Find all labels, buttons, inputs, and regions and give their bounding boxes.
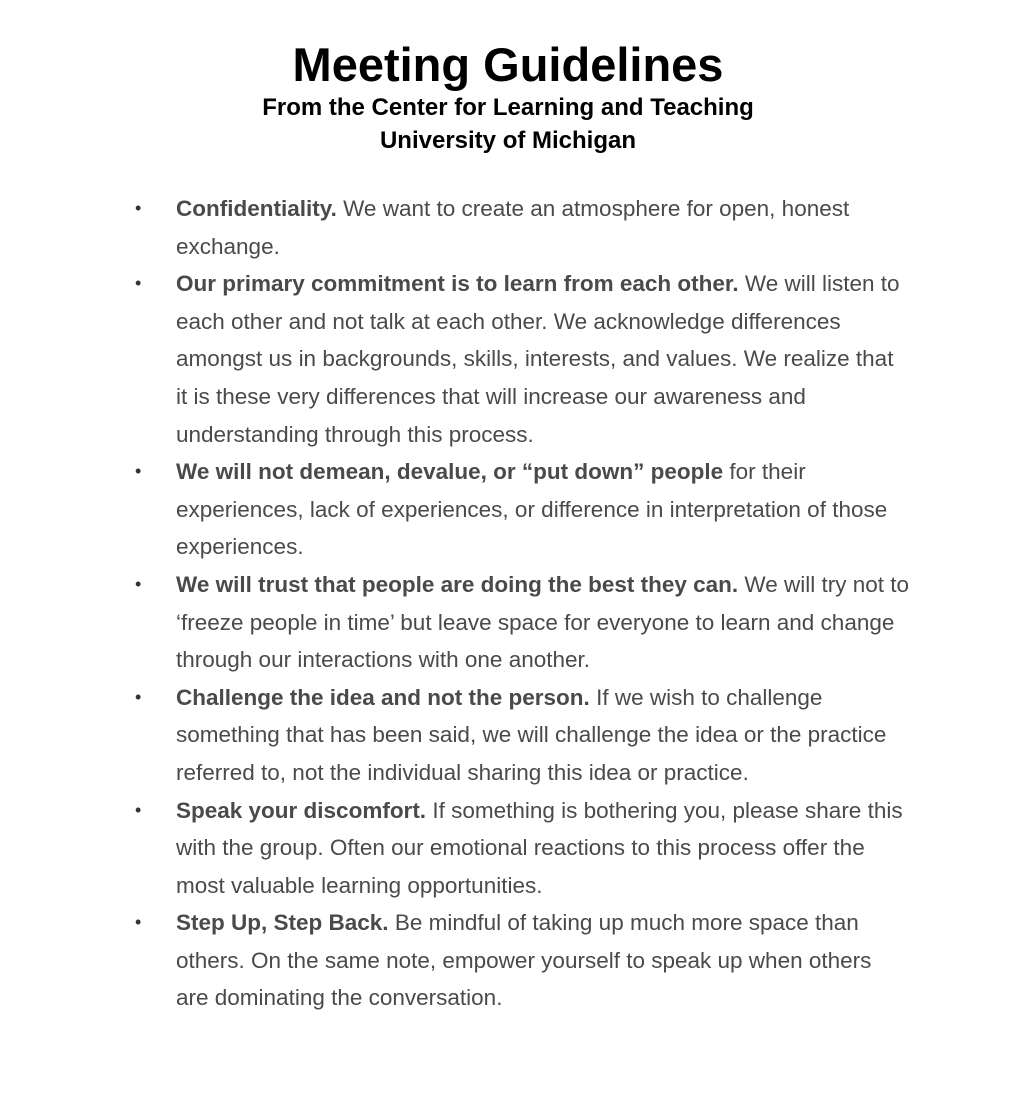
guideline-lead: Confidentiality. xyxy=(176,196,337,221)
guideline-body: If something is bothering you, please share this with the group. Often our emotional reactions to this process offer the most valuable learning opportunities. xyxy=(176,797,903,898)
bullet-icon: • xyxy=(135,573,142,594)
bullet-icon: • xyxy=(135,686,142,707)
guideline-speak-discomfort xyxy=(130,792,910,905)
guideline-challenge-idea xyxy=(130,679,910,792)
subtitle-university: University of Michigan xyxy=(379,127,637,154)
guideline-confidentiality xyxy=(130,190,910,265)
bullet-icon: • xyxy=(135,461,142,482)
guideline-body: We will listen to each other and not talk at each other. We acknowledge differences amongst us in backgrounds, skills, interests, and values. We realize that it is these very differences that will increase our awareness and understanding through this process. xyxy=(176,271,900,447)
guideline-lead: We will not demean, devalue, or “put down” people xyxy=(176,459,724,485)
bullet-icon: • xyxy=(135,273,142,294)
guideline-body: We want to create an atmosphere for open, honest exchange. xyxy=(176,196,850,259)
bullet-icon: • xyxy=(135,198,142,218)
guideline-do-not-demean xyxy=(130,453,910,566)
guideline-lead: Step Up, Step Back. xyxy=(176,910,389,936)
guideline-step-up-step-back xyxy=(130,904,910,1017)
guideline-lead: We will trust that people are doing the best they can. xyxy=(176,571,739,597)
guideline-body: If we wish to challenge something that has been said, we will challenge the idea or the practice referred to, not the individual sharing this idea or practice. xyxy=(176,684,887,785)
guideline-trust-people xyxy=(130,566,910,679)
guideline-lead: Our primary commitment is to learn from each other. xyxy=(176,271,739,297)
guideline-learn-from-each-other xyxy=(130,265,910,453)
guidelines-list xyxy=(130,190,910,1017)
bullet-icon: • xyxy=(135,799,142,820)
guideline-lead: Challenge the idea and not the person. xyxy=(176,684,590,710)
page-title: Meeting Guidelines xyxy=(292,38,724,91)
guideline-body: We will try not to ‘freeze people in time’ but leave space for everyone to learn and change through our interactions with one another. xyxy=(176,571,910,673)
guideline-lead: Speak your discomfort. xyxy=(176,797,427,823)
guideline-body: for their experiences, lack of experiences, or difference in interpretation of those experiences. xyxy=(176,459,888,560)
subtitle-source: From the Center for Learning and Teaching xyxy=(262,94,754,121)
bullet-icon: • xyxy=(135,912,142,933)
guideline-body: Be mindful of taking up much more space than others. On the same note, empower yourself to speak up when others are dominating the conversation. xyxy=(176,910,872,1011)
